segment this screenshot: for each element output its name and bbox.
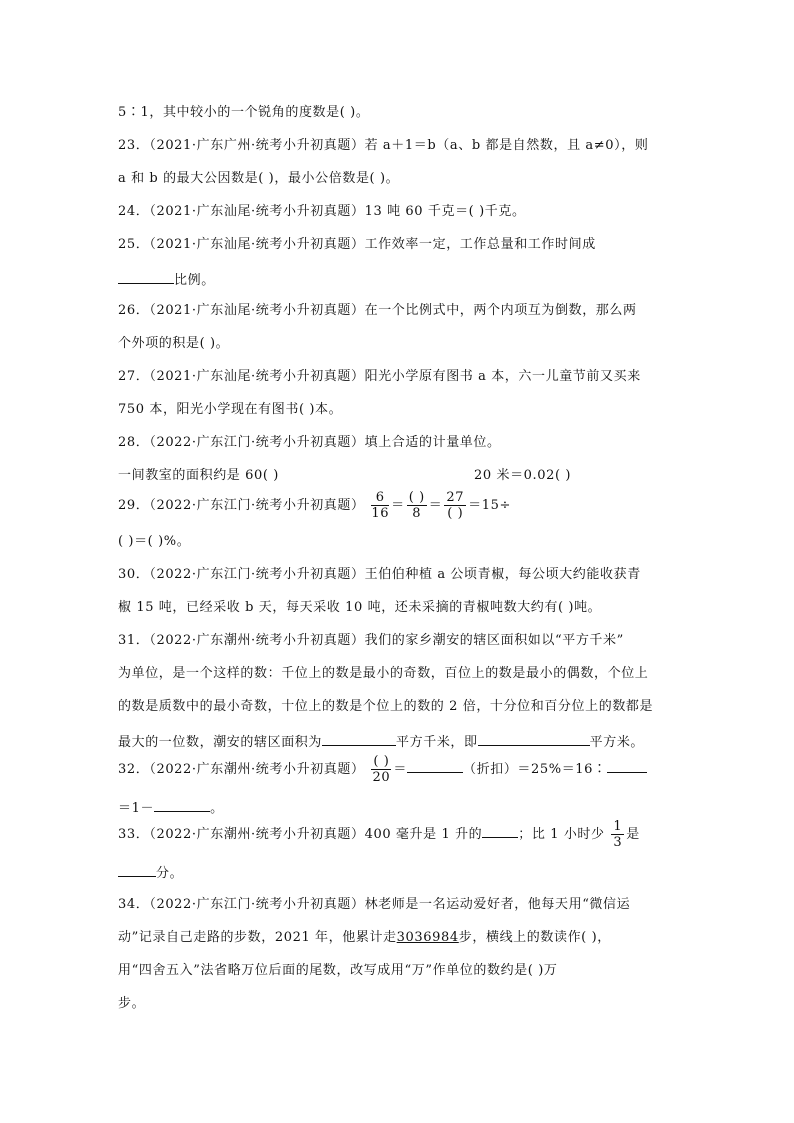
question-27-line2: 750 本，阳光小学现在有图书( )本。 — [118, 402, 343, 417]
question-25-line2 — [118, 269, 215, 290]
question-25-line1: 25．（2021·广东汕尾·统考小升初真题）工作效率一定，工作总量和工作时间成 — [118, 237, 596, 252]
question-32-line1 — [118, 750, 647, 790]
answer-blank[interactable] — [478, 731, 590, 746]
question-28-part1: 一间教室的面积约是 60( ) — [118, 468, 279, 483]
answer-blank[interactable] — [482, 823, 518, 838]
question-31-line3: 的数是质数中的最小奇数，十位上的数是个位上的数的 2 倍，十分位和百分位上的数都是 — [118, 699, 654, 714]
question-31-line4 — [118, 731, 644, 752]
question-33-text: 分。 — [156, 866, 184, 881]
question-23-line1: 23．（2021·广东广州·统考小升初真题）若 a＋1＝b（a、b 都是自然数，且 a≠0），则 — [118, 138, 649, 153]
question-30-line2: 椒 15 吨，已经采收 b 天，每天采收 10 吨，还未采摘的青椒吨数大约有( )吨。 — [118, 600, 602, 615]
question-29-line1 — [118, 486, 511, 526]
fraction-numerator: 27 — [446, 490, 465, 505]
question-25-text: 比例。 — [174, 273, 215, 288]
question-33-mid: ；比 1 小时少 — [518, 827, 605, 842]
answer-blank[interactable] — [118, 269, 174, 284]
question-32-text: ＝1－ — [118, 801, 155, 816]
underlined-number: 3036984 — [396, 930, 459, 945]
question-34-text-a: 动”记录自己走路的步数，2021 年，他累计走 — [118, 930, 397, 945]
equals-sign: ＝ — [393, 762, 408, 777]
fraction-numerator: 1 — [613, 819, 623, 834]
fraction-denominator-blank[interactable]: ( ) — [447, 506, 464, 521]
question-29-tail: ＝15÷ — [468, 498, 511, 513]
question-29-line2: ( )＝( )%。 — [118, 534, 191, 549]
answer-blank[interactable] — [407, 758, 463, 773]
equals-sign: ＝ — [391, 498, 405, 513]
question-31-text-c: 平方米。 — [589, 735, 645, 750]
question-34-line1: 34．（2022·广东江门·统考小升初真题）林老师是一名运动爱好者，他每天用“微信运 — [118, 897, 631, 912]
question-31-text-a: 最大的一位数，潮安的辖区面积为 — [118, 735, 323, 750]
fraction-denominator: 8 — [412, 506, 422, 521]
question-33-line1 — [118, 815, 640, 855]
fraction-blank-20 — [371, 754, 391, 785]
answer-blank[interactable] — [322, 731, 396, 746]
question-33-end: 是 — [626, 827, 640, 842]
question-28-line1: 28．（2022·广东江门·统考小升初真题）填上合适的计量单位。 — [118, 435, 501, 450]
question-31-line1: 31．（2022·广东潮州·统考小升初真题）我们的家乡潮安的辖区面积如以“平方千米” — [118, 633, 624, 648]
fraction-denominator: 20 — [372, 770, 391, 785]
question-29-prefix: 29．（2022·广东江门·统考小升初真题） — [118, 498, 365, 513]
question-32-prefix: 32．（2022·广东潮州·统考小升初真题） — [118, 762, 365, 777]
question-34-line4: 步。 — [118, 996, 146, 1011]
question-24: 24．（2021·广东汕尾·统考小升初真题）13 吨 60 千克＝( )千克。 — [118, 204, 526, 219]
question-32-end: 。 — [210, 801, 224, 816]
question-26-line1: 26．（2021·广东汕尾·统考小升初真题）在一个比例式中，两个内项互为倒数，那么两 — [118, 303, 637, 318]
question-34-text-b: 步，横线上的数读作( )， — [458, 930, 611, 945]
question-22-tail: 5∶1，其中较小的一个锐角的度数是( )。 — [118, 105, 370, 120]
fraction-27-blank — [444, 490, 466, 521]
answer-blank[interactable] — [154, 797, 210, 812]
answer-blank[interactable] — [118, 862, 156, 877]
question-33-prefix: 33．（2022·广东潮州·统考小升初真题）400 毫升是 1 升的 — [118, 827, 483, 842]
fraction-denominator: 16 — [371, 506, 390, 521]
fraction-denominator: 3 — [613, 835, 623, 850]
fraction-one-third — [611, 819, 624, 850]
answer-blank[interactable] — [607, 758, 647, 773]
fraction-numerator-blank[interactable]: ( ) — [373, 754, 390, 769]
question-23-line2: a 和 b 的最大公因数是( )，最小公倍数是( )。 — [118, 171, 400, 186]
question-34-line2 — [118, 929, 611, 947]
question-31-text-b: 平方千米，即 — [396, 735, 478, 750]
fraction-6-16 — [371, 490, 389, 521]
question-32-mid: （折扣）＝25%＝16∶ — [463, 762, 607, 777]
question-27-line1: 27．（2021·广东汕尾·统考小升初真题）阳光小学原有图书 a 本，六一儿童节前又买来 — [118, 369, 641, 384]
equals-sign: ＝ — [428, 498, 443, 513]
fraction-blank-8 — [407, 490, 427, 521]
question-31-line2: 为单位，是一个这样的数：千位上的数是最小的奇数，百位上的数是最小的偶数，个位上 — [118, 666, 649, 681]
question-34-line3: 用“四舍五入”法省略万位后面的尾数，改写成用“万”作单位的数约是( )万 — [118, 963, 558, 978]
question-30-line1: 30．（2022·广东江门·统考小升初真题）王伯伯种植 a 公顷青椒，每公顷大约能收获青 — [118, 567, 641, 582]
fraction-numerator-blank[interactable]: ( ) — [408, 490, 425, 505]
question-28-part2: 20 米＝0.02( ) — [474, 468, 572, 483]
question-26-line2: 个外项的积是( )。 — [118, 336, 230, 351]
fraction-numerator: 6 — [371, 490, 389, 506]
question-33-line2 — [118, 862, 183, 883]
